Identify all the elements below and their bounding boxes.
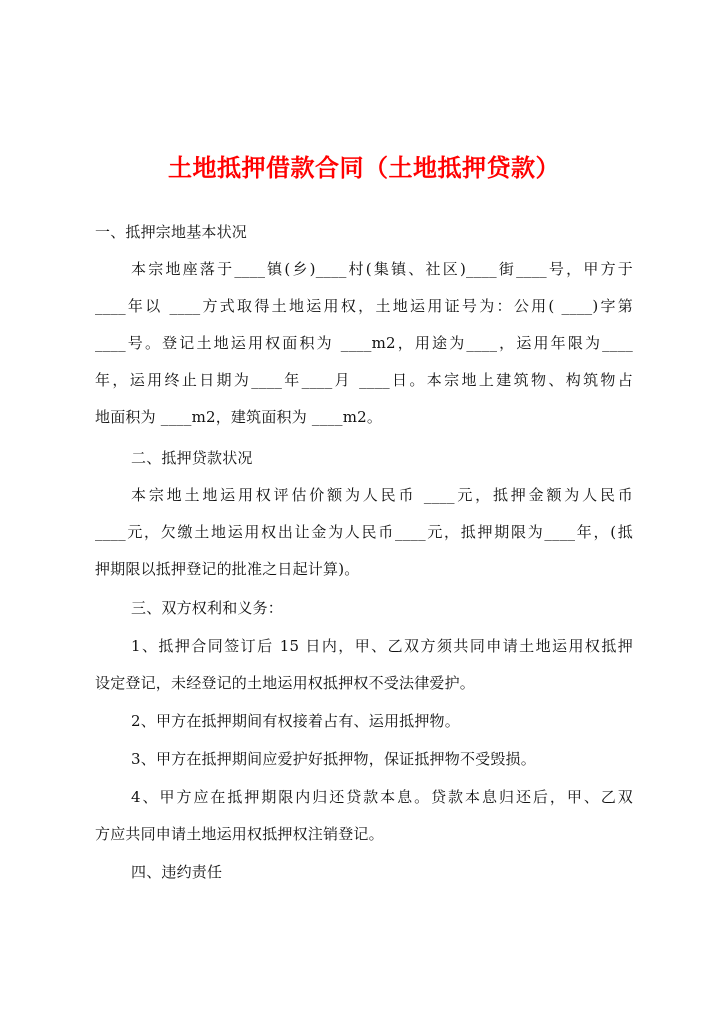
paragraph-line: 方应共同申请土地运用权抵押权注销登记。 [95, 825, 384, 843]
paragraph-line: ____号。登记土地运用权面积为 ____m2，用途为____，运用年限为____ [95, 334, 633, 352]
paragraph-line: 本宗地座落于____镇(乡)____村(集镇、社区)____街____号，甲方于 [131, 260, 633, 278]
paragraph-line: 本宗地土地运用权评估价额为人民币 ____元，抵押金额为人民币 [131, 486, 633, 504]
section-heading-1: 一、抵押宗地基本状况 [95, 223, 248, 241]
paragraph-line: 年，运用终止日期为____年____月 ____日。本宗地上建筑物、构筑物占 [95, 371, 633, 389]
paragraph-line: 设定登记，未经登记的土地运用权抵押权不受法律爱护。 [95, 674, 476, 692]
paragraph-line: 2、甲方在抵押期间有权接着占有、运用抵押物。 [131, 712, 460, 730]
paragraph-line: ____年以 ____方式取得土地运用权，土地运用证号为：公用( ____)字第 [95, 297, 633, 315]
paragraph-line: 1、抵押合同签订后 15 日内，甲、乙双方须共同申请土地运用权抵押 [131, 637, 633, 655]
paragraph-line: 3、甲方在抵押期间应爱护好抵押物，保证抵押物不受毁损。 [131, 750, 536, 768]
section-heading-3: 三、双方权利和义务： [131, 599, 284, 617]
paragraph-line: 押期限以抵押登记的批准之日起计算)。 [95, 560, 360, 578]
paragraph-line: 地面积为 ____m2，建筑面积为 ____m2。 [95, 408, 383, 426]
section-heading-2: 二、抵押贷款状况 [131, 449, 253, 467]
document-title: 土地抵押借款合同（土地抵押贷款） [168, 153, 560, 182]
paragraph-line: 4、甲方应在抵押期限内归还贷款本息。贷款本息归还后，甲、乙双 [131, 788, 633, 806]
section-heading-4: 四、违约责任 [131, 863, 223, 881]
paragraph-line: ____元，欠缴土地运用权出让金为人民币____元，抵押期限为____年，(抵 [95, 523, 633, 541]
